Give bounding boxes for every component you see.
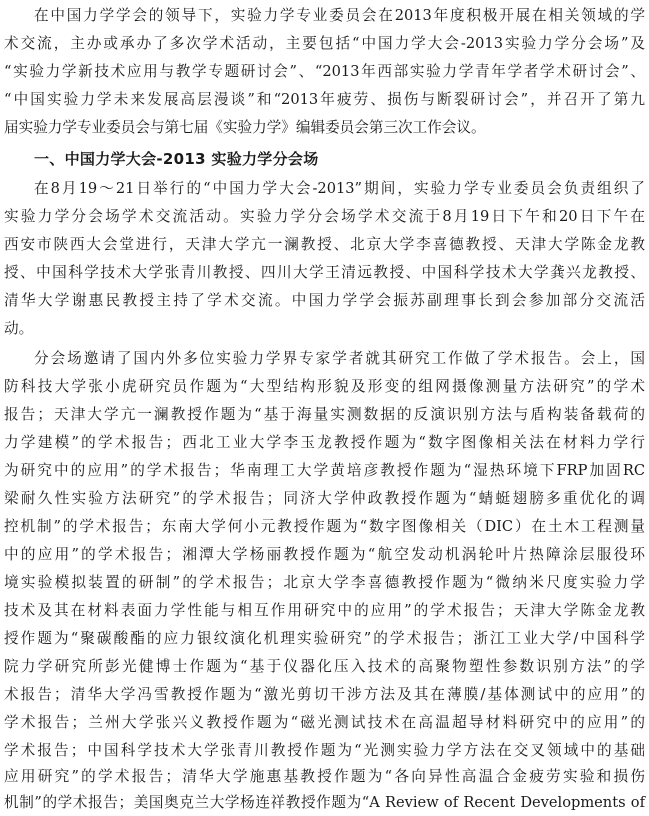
text-line: 西安市陕西大会堂进行，天津大学亢一澜教授、北京大学李喜德教授、天津大学陈金龙教 [4, 236, 645, 253]
text-line: 院力学研究所彭光健博士作题为“基于仪器化压入技术的高聚物塑性参数识别方法”的学 [4, 658, 645, 675]
text-line: 学术报告；兰州大学张兴义教授作题为“磁光测试技术在高温超导材料研究中的应用”的 [4, 714, 645, 731]
section-heading: 一、中国力学大会-2013 实验力学分会场 [34, 150, 319, 168]
text-line: 在8月19～21日举行的“中国力学大会-2013”期间，实验力学专业委员会负责组织了 [34, 180, 645, 197]
text-line: 分会场邀请了国内外多位实验力学界专家学者就其研究工作做了学术报告。会上，国 [34, 350, 645, 367]
text-line: 届实验力学专业委员会与第七届《实验力学》编辑委员会第三次工作会议。 [4, 119, 486, 136]
text-line: 实验力学分会场学术交流活动。实验力学分会场学术交流于8月19日下午和20日下午在 [4, 208, 645, 225]
text-line: 力学建模”的学术报告；西北工业大学李玉龙教授作题为“数字图像相关法在材料力学行 [4, 434, 645, 451]
text-line: 授、中国科学技术大学张青川教授、四川大学王清远教授、中国科学技术大学龚兴龙教授、 [4, 264, 645, 281]
text-line: 境实验模拟装置的研制”的学术报告；北京大学李喜德教授作题为“微纳米尺度实验力学 [4, 574, 645, 591]
text-line: 梁耐久性实验方法研究”的学术报告；同济大学仲政教授作题为“蜻蜓翅膀多重优化的调 [4, 490, 645, 507]
text-line: 中的应用”的学术报告；湘潭大学杨丽教授作题为“航空发动机涡轮叶片热障涂层服役环 [4, 546, 645, 563]
text-line: 防科技大学张小虎研究员作题为“大型结构形貌及形变的组网摄像测量方法研究”的学术 [4, 378, 645, 395]
text-line: 术报告；清华大学冯雪教授作题为“激光剪切干涉方法及其在薄膜/基体测试中的应用”的 [4, 686, 645, 703]
text-line: 应用研究”的学术报告；清华大学施惠基教授作题为“各向异性高温合金疲劳实验和损伤 [4, 768, 645, 785]
text-line: 在中国力学学会的领导下，实验力学专业委员会在2013年度积极开展在相关领域的学 [34, 7, 645, 24]
text-line: 动。 [4, 320, 34, 337]
text-line: 授作题为“聚碳酸酯的应力银纹演化机理实验研究”的学术报告；浙江工业大学/中国科学 [4, 630, 645, 647]
text-line: 机制”的学术报告；美国奥克兰大学杨连祥教授作题为“A Review of Recent Developments of [4, 794, 645, 811]
text-line: “实验力学新技术应用与教学专题研讨会”、“2013年西部实验力学青年学者学术研讨会”、 [4, 63, 645, 80]
text-line: 清华大学谢惠民教授主持了学术交流。中国力学学会振苏副理事长到会参加部分交流活 [4, 292, 645, 309]
text-line: 控机制”的学术报告；东南大学何小元教授作题为“数字图像相关（DIC）在土木工程测量 [4, 518, 645, 535]
text-line: “中国实验力学未来发展高层漫谈”和“2013年疲劳、损伤与断裂研讨会”，并召开了第九 [4, 91, 645, 108]
text-line: 为研究中的应用”的学术报告；华南理工大学黄培彦教授作题为“湿热环境下FRP加固RC [4, 462, 645, 479]
text-line: 报告；天津大学亢一澜教授作题为“基于海量实测数据的反演识别方法与盾构装备载荷的 [4, 406, 645, 423]
text-line: 术交流，主办或承办了多次学术活动，主要包括“中国力学大会-2013实验力学分会场”及 [4, 35, 645, 52]
text-line: 学术报告；中国科学技术大学张青川教授作题为“光测实验力学方法在交叉领域中的基础 [4, 742, 645, 759]
text-line: 技术及其在材料表面力学性能与相互作用研究中的应用”的学术报告；天津大学陈金龙教 [4, 602, 645, 619]
